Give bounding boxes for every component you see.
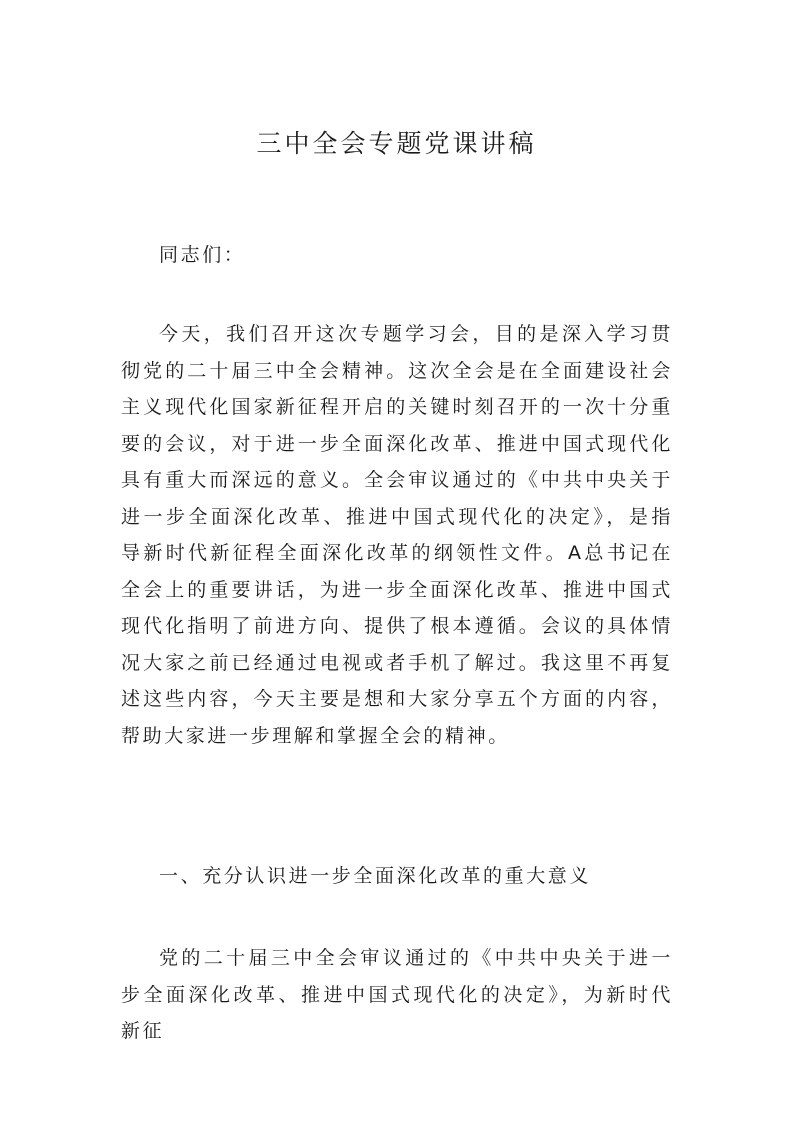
salutation: 同志们： bbox=[159, 244, 246, 266]
section-paragraph: 党的二十届三中全会审议通过的《中共中央关于进一步全面深化改革、推进中国式现代化的决定》，为新时代新征 bbox=[121, 947, 673, 1042]
section-heading: 一、充分认识进一步全面深化改革的重大意义 bbox=[159, 865, 592, 887]
document-title: 三中全会专题党课讲稿 bbox=[256, 129, 537, 158]
paragraph-intro: 今天，我们召开这次专题学习会，目的是深入学习贯彻党的二十届三中全会精神。这次全会是在全面建设社会主义现代化国家新征程开启的关键时刻召开的一次十分重要的会议，对于进一步全面深化改革、推进中国式现代化具有重大而深远的意义。全会审议通过的《中共中央关于进一步全面深化改革、推进中国式现代化的决定》，是指导新时代新征程全面深化改革的纲领性文件。A总书记在全会上的重要讲话，为进一步全面深化改革、推进中国式现代化指明了前进方向、提供了根本遵循。会议的具体情况大家之前已经通过电视或者手机了解过。我这里不再复述这些内容，今天主要是想和大家分享五个方面的内容，帮助大家进一步理解和掌握全会的精神。 bbox=[121, 323, 673, 747]
